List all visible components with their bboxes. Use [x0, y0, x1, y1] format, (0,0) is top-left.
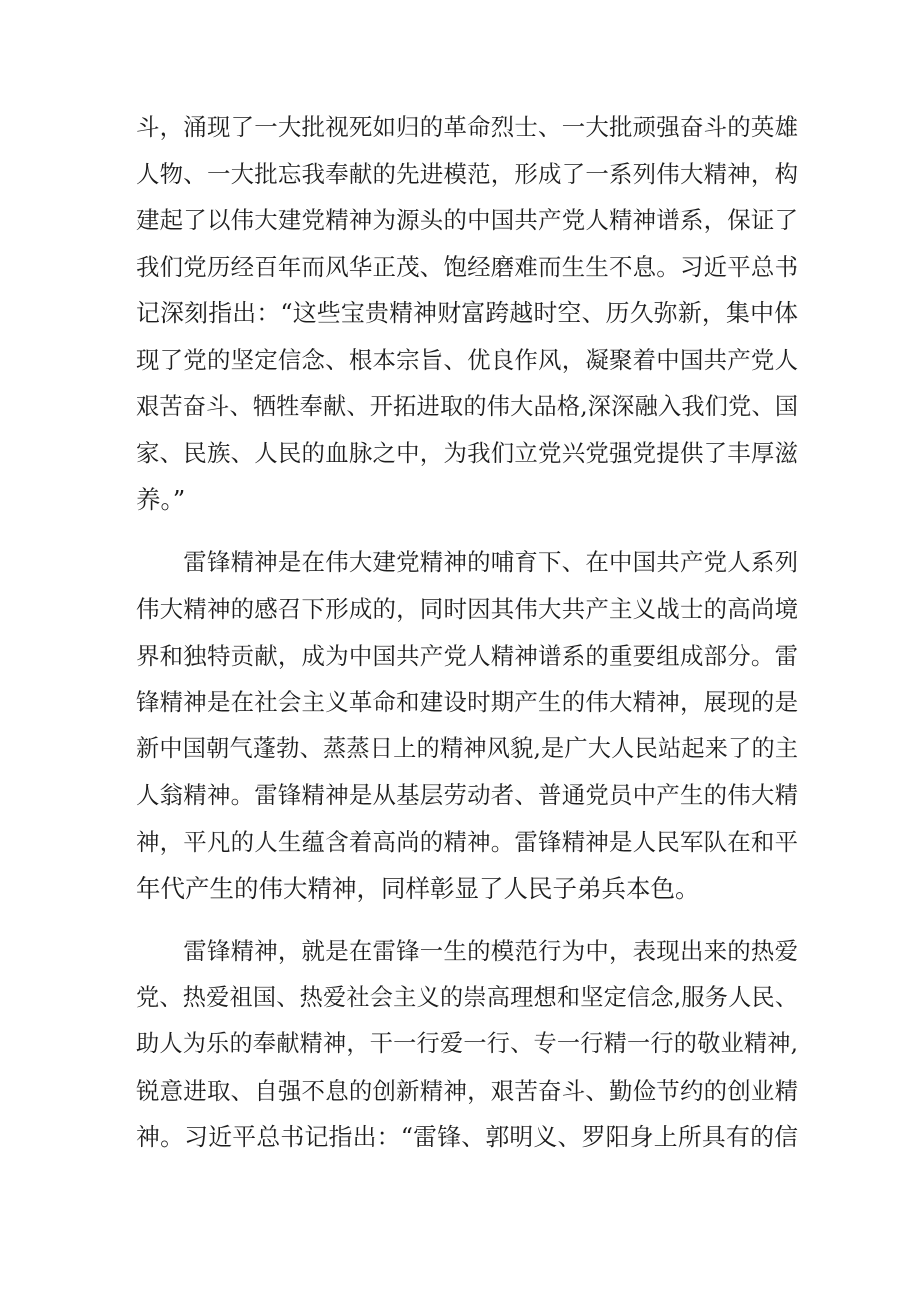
paragraph-line: 界和独特贡献，成为中国共产党人精神谱系的重要组成部分。雷 [136, 641, 798, 670]
paragraph-line: 雷锋精神是在伟大建党精神的哺育下、在中国共产党人系列 [136, 548, 798, 577]
paragraph-line: 党、热爱祖国、热爱社会主义的崇高理想和坚定信念,服务人民、 [136, 983, 798, 1011]
paragraph-line: 锋精神是在社会主义革命和建设时期产生的伟大精神，展现的是 [136, 688, 798, 717]
paragraph-line: 神。习近平总书记指出：“雷锋、郭明义、罗阳身上所具有的信 [136, 1123, 798, 1152]
paragraph-line: 人物、一大批忘我奉献的先进模范，形成了一系列伟大精神，构 [136, 159, 798, 188]
paragraph-line: 新中国朝气蓬勃、蒸蒸日上的精神风貌,是广大人民站起来了的主 [136, 734, 798, 762]
paragraph-line: 我们党历经百年而风华正茂、饱经磨难而生生不息。习近平总书 [136, 252, 798, 281]
paragraph-line: 雷锋精神，就是在雷锋一生的模范行为中，表现出来的热爱 [136, 937, 798, 966]
paragraph-line: 年代产生的伟大精神，同样彰显了人民子弟兵本色。 [136, 873, 700, 903]
paragraph-line: 助人为乐的奉献精神，干一行爱一行、专一行精一行的敬业精神, [136, 1030, 798, 1058]
paragraph-3 [136, 928, 798, 1161]
paragraph-2 [136, 539, 798, 912]
paragraph-line: 现了党的坚定信念、根本宗旨、优良作风，凝聚着中国共产党人 [136, 345, 798, 374]
paragraph-line: 锐意进取、自强不息的创新精神，艰苦奋斗、勤俭节约的创业精 [136, 1076, 798, 1105]
paragraph-line: 建起了以伟大建党精神为源头的中国共产党人精神谱系，保证了 [136, 206, 798, 235]
paragraph-line: 斗，涌现了一大批视死如归的革命烈士、一大批顽强奋斗的英雄 [136, 113, 798, 141]
paragraph-line: 家、民族、人民的血脉之中，为我们立党兴党强党提供了丰厚滋 [136, 439, 798, 468]
paragraph-1 [136, 104, 798, 523]
document-body [136, 104, 798, 1161]
paragraph-line: 艰苦奋斗、牺牲奉献、开拓进取的伟大品格,深深融入我们党、国 [136, 392, 798, 420]
paragraph-line: 记深刻指出：“这些宝贵精神财富跨越时空、历久弥新，集中体 [136, 299, 798, 328]
paragraph-line: 神，平凡的人生蕴含着高尚的精神。雷锋精神是人民军队在和平 [136, 827, 798, 856]
paragraph-line: 伟大精神的感召下形成的，同时因其伟大共产主义战士的高尚境 [136, 594, 798, 623]
paragraph-line: 人翁精神。雷锋精神是从基层劳动者、普通党员中产生的伟大精 [136, 781, 798, 810]
paragraph-line: 养。” [136, 484, 186, 514]
